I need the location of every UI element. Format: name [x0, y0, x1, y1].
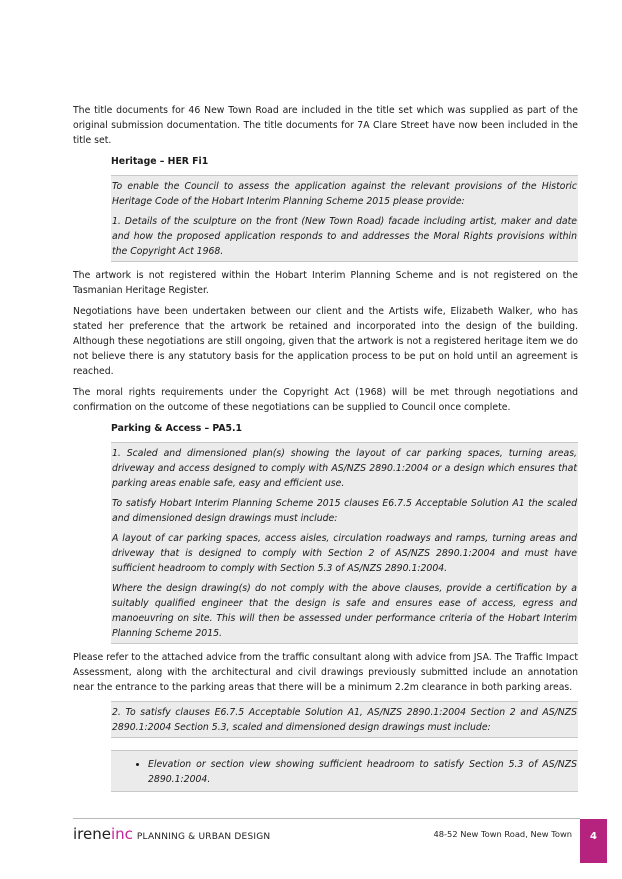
quote-parking-line-1: 1. Scaled and dimensioned plan(s) showing the layout of car parking spaces, turning areas, driveway and access designed to comply with AS/NZS 2890.1:2004 or a design which ensures that parking areas enable safe, easy and efficient use. — [112, 448, 577, 489]
quote-bullet-list — [111, 750, 578, 792]
paragraph-negotiations: Negotiations have been undertaken between our client and the Artists wife, Elizabeth Walker, who has stated her preference that the artwork be retained and incorporated into the design of the building. Although these negotiations are still ongoing, given that the artwork is not a registered heritage item we do not believe there is any statutory basis for the application process to be put on hold until an agreement is reached. — [73, 306, 578, 377]
page-number: 4 — [580, 819, 607, 863]
paragraph-title-documents: The title documents for 46 New Town Road are included in the title set which was supplied as part of the original submission documentation. The title documents for 7A Clare Street have now been included in the title set. — [73, 105, 578, 146]
quote-heritage-line-1: To enable the Council to assess the application against the relevant provisions of the Historic Heritage Code of the Hobart Interim Planning Scheme 2015 please provide: — [112, 181, 577, 207]
brand-subtitle: PLANNING & URBAN DESIGN — [136, 832, 271, 842]
quote-parking — [111, 442, 578, 644]
brand-irene: irene — [73, 825, 111, 843]
quote-parking-line-3: A layout of car parking spaces, access aisles, circulation roadways and ramps, turning areas and driveway that is designed to comply with Section 2 of AS/NZS 2890.1:2004 and must have sufficient headroom to comply with Section 5.3 of AS/NZS 2890.1:2004. — [112, 533, 577, 574]
quote-headroom — [111, 701, 578, 738]
paragraph-moral-rights: The moral rights requirements under the Copyright Act (1968) will be met through negotiations and confirmation on the outcome of these negotiations can be supplied to Council once complete. — [73, 387, 578, 413]
quote-headroom-line-1: 2. To satisfy clauses E6.7.5 Acceptable Solution A1, AS/NZS 2890.1:2004 Section 2 and AS/NZS 2890.1:2004 Section 5.3, scaled and dimensioned design drawings must include: — [112, 707, 577, 733]
bullet-item-elevation: • Elevation or section view showing sufficient headroom to satisfy Section 5.3 of AS/NZS 2890.1:2004. — [148, 757, 577, 787]
paragraph-artwork-registration: The artwork is not registered within the Hobart Interim Planning Scheme and is not registered on the Tasmanian Heritage Register. — [73, 270, 578, 296]
quote-heritage-line-2: 1. Details of the sculpture on the front (New Town Road) facade including artist, maker and date and how the proposed application responds to and addresses the Moral Rights provisions within the Copyright Act 1968. — [112, 216, 577, 257]
footer-divider — [73, 818, 580, 819]
heading-heritage: Heritage – HER Fi1 — [111, 156, 209, 167]
brand-inc: inc — [110, 825, 133, 843]
footer-logo — [73, 824, 270, 843]
heading-parking: Parking & Access – PA5.1 — [111, 423, 242, 434]
paragraph-traffic-advice: Please refer to the attached advice from the traffic consultant along with advice from JSA. The Traffic Impact Assessment, along with the architectural and civil drawings previously submitted include an annotation near the entrance to the parking areas that there will be a minimum 2.2m clearance in both parking areas. — [73, 652, 578, 693]
footer-address: 48-52 New Town Road, New Town — [433, 829, 572, 839]
bullet-list — [112, 757, 577, 787]
document-body — [73, 103, 578, 798]
quote-heritage — [111, 175, 578, 262]
quote-parking-line-2: To satisfy Hobart Interim Planning Scheme 2015 clauses E6.7.5 Acceptable Solution A1 the scaled and dimensioned design drawings must include: — [112, 498, 577, 524]
quote-parking-line-4: Where the design drawing(s) do not comply with the above clauses, provide a certification by a suitably qualified engineer that the design is safe and ensures ease of access, egress and manoeuvring on site. This will then be assessed under performance criteria of the Hobart Interim Planning Scheme 2015. — [112, 583, 577, 639]
